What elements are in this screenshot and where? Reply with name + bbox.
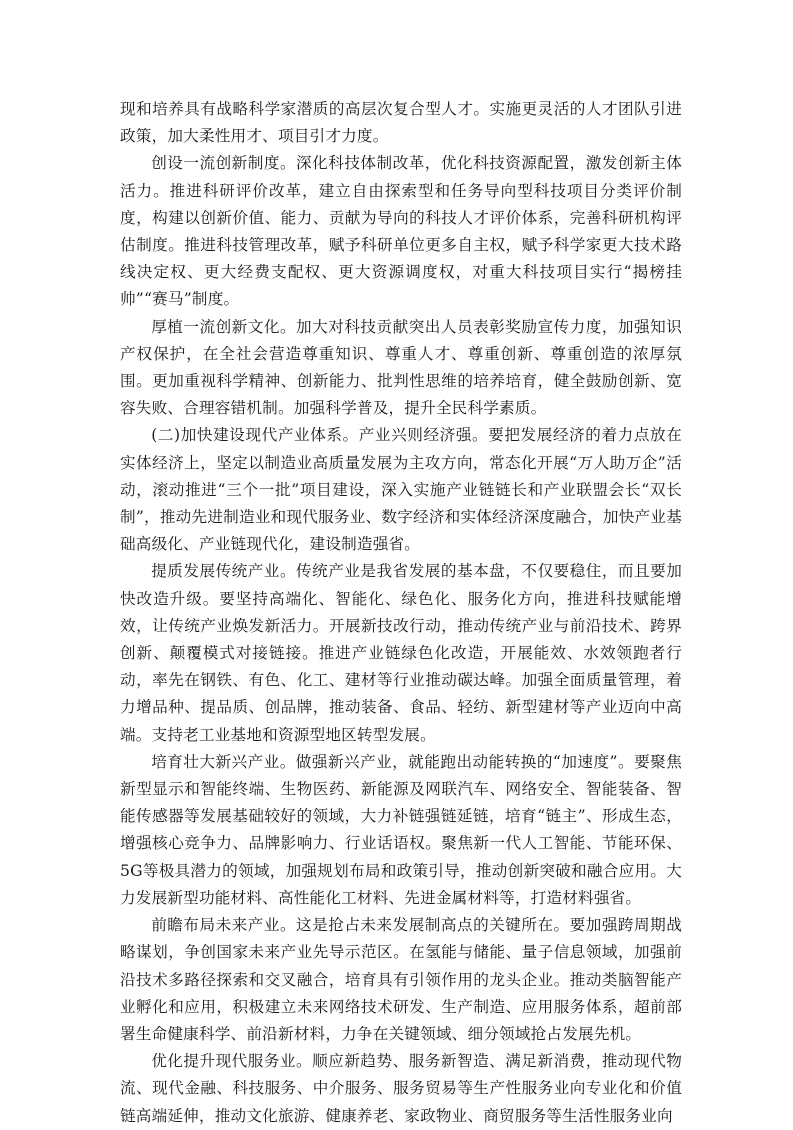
paragraph-future-industry: 前瞻布局未来产业。这是抢占未来发展制高点的关键所在。要加强跨周期战略谋划，争创国家未来产业先导示范区。在氢能与储能、量子信息领域，加强前沿技术多路径探索和交叉融合，培育具有引领作用的龙头企业。推动类脑智能产业孵化和应用，积极建立未来网络技术研发、生产制造、应用服务体系，超前部署生命健康科学、前沿新材料，力争在关键领域、细分领域抢占发展先机。 (120, 916, 682, 1043)
document-body (120, 96, 682, 1130)
paragraph-modern-services: 优化提升现代服务业。顺应新趋势、服务新智造、满足新消费，推动现代物流、现代金融、科技服务、中介服务、服务贸易等生产性服务业向专业化和价值链高端延伸，推动文化旅游、健康养老、家政物业、商贸服务等生活性服务业向 (120, 1052, 682, 1125)
paragraph-emerging-industry: 培育壮大新兴产业。做强新兴产业，就能跑出动能转换的“加速度”。要聚焦新型显示和智能终端、生物医药、新能源及网联汽车、网络安全、智能装备、智能传感器等发展基础较好的领域，大力补链强链延链，培育“链主”、形成生态，增强核心竞争力、品牌影响力、行业话语权。聚焦新一代人工智能、节能环保、5G等极具潜力的领域，加强规划布局和政策引导，推动创新突破和融合应用。大力发展新型功能材料、高性能化工材料、先进金属材料等，打造材料强省。 (120, 752, 682, 907)
paragraph-modern-industry-system: (二)加快建设现代产业体系。产业兴则经济强。要把发展经济的着力点放在实体经济上，坚定以制造业高质量发展为主攻方向，常态化开展“万人助万企”活动，滚动推进“三个一批”项目建设，深入实施产业链链长和产业联盟会长“双长制”，推动先进制造业和现代服务业、数字经济和实体经济深度融合，加快产业基础高级化、产业链现代化，建设制造强省。 (120, 426, 682, 554)
paragraph-innovation-culture: 厚植一流创新文化。加大对科技贡献突出人员表彰奖励宣传力度，加强知识产权保护，在全社会营造尊重知识、尊重人才、尊重创新、尊重创造的浓厚氛围。更加重视科学精神、创新能力、批判性思维的培养培育，健全鼓励创新、宽容失败、合理容错机制。加强科学普及，提升全民科学素质。 (120, 317, 682, 418)
paragraph-talent-continuation: 现和培养具有战略科学家潜质的高层次复合型人才。实施更灵活的人才团队引进政策，加大柔性用才、项目引才力度。 (120, 100, 682, 146)
paragraph-traditional-industry: 提质发展传统产业。传统产业是我省发展的基本盘，不仅要稳住，而且要加快改造升级。要坚持高端化、智能化、绿色化、服务化方向，推进科技赋能增效，让传统产业焕发新活力。开展新技改行动，推动传统产业与前沿技术、跨界创新、颠覆模式对接链接。推进产业链绿色化改造，开展能效、水效领跑者行动，率先在钢铁、有色、化工、建材等行业推动碳达峰。加强全面质量管理，着力增品种、提品质、创品牌，推动装备、食品、轻纺、新型建材等产业迈向中高端。支持老工业基地和资源型地区转型发展。 (120, 562, 682, 744)
paragraph-innovation-system: 创设一流创新制度。深化科技体制改革，优化科技资源配置，激发创新主体活力。推进科研评价改革，建立自由探索型和任务导向型科技项目分类评价制度，构建以创新价值、能力、贡献为导向的科技人才评价体系，完善科研机构评估制度。推进科技管理改革，赋予科研单位更多自主权，赋予科学家更大技术路线决定权、更大经费支配权、更大资源调度权，对重大科技项目实行“揭榜挂帅”“赛马”制度。 (120, 154, 682, 309)
